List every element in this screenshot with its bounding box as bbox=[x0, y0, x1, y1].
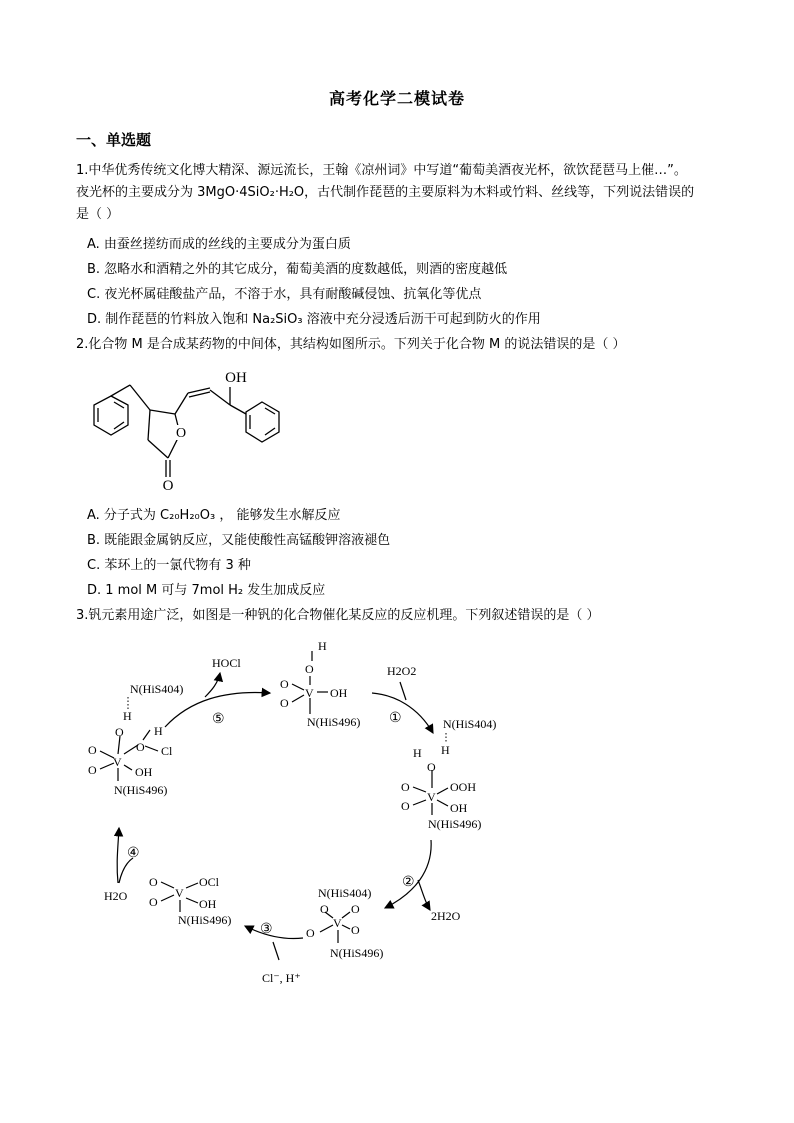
atom-o: O bbox=[280, 677, 289, 691]
h2o2-label: H2O2 bbox=[387, 664, 417, 678]
question-1-line-3: 是（ ） bbox=[76, 207, 120, 222]
carbonyl-oxygen-label: O bbox=[162, 478, 174, 494]
q1-option-b: B. 忽略水和酒精之外的其它成分，葡萄美酒的度数越低，则酒的密度越低 bbox=[87, 262, 508, 277]
hydroxyl-group: OH bbox=[330, 686, 348, 700]
step-3-label: ③ bbox=[260, 922, 273, 937]
atom-o: O bbox=[149, 875, 158, 889]
histidine-496-label: N(HiS496) bbox=[330, 946, 384, 960]
atom-o: O bbox=[115, 725, 124, 739]
chlorine-atom: Cl bbox=[161, 744, 173, 758]
step-1-label: ① bbox=[389, 711, 402, 726]
atom-o: O bbox=[88, 743, 97, 757]
arrow-step-5 bbox=[165, 692, 270, 727]
compound-m-structure bbox=[70, 362, 310, 497]
atom-o: O bbox=[401, 799, 410, 813]
hydroxyl-group: OH bbox=[135, 765, 153, 779]
atom-o: O bbox=[149, 895, 158, 909]
question-3-stem: 3.钒元素用途广泛，如图是一种钒的化合物催化某反应的反应机理。下列叙述错误的是（ ） bbox=[76, 608, 600, 623]
histidine-496-label: N(HiS496) bbox=[307, 715, 361, 729]
q1-option-c: C. 夜光杯属硅酸盐产品，不溶于水，具有耐酸碱侵蚀、抗氧化等优点 bbox=[87, 287, 482, 302]
ring-oxygen-label: O bbox=[175, 426, 187, 441]
vanadium-atom: V bbox=[333, 916, 342, 930]
q2-option-a: A. 分子式为 C₂₀H₂₀O₃ ， 能够发生水解反应 bbox=[87, 508, 341, 523]
peroxo-group: OOH bbox=[450, 780, 476, 794]
arrow-hocl-out bbox=[205, 673, 220, 697]
atom-o: O bbox=[351, 923, 360, 937]
two-h2o-label: 2H2O bbox=[431, 909, 461, 923]
arrow-step-2 bbox=[385, 840, 431, 908]
arrow-step-4 bbox=[117, 828, 119, 883]
atom-h: H bbox=[123, 709, 132, 723]
atom-o: O bbox=[280, 696, 289, 710]
atom-o: O bbox=[401, 780, 410, 794]
q2-option-d: D. 1 mol M 可与 7mol H₂ 发生加成反应 bbox=[87, 583, 326, 598]
atom-o: O bbox=[351, 902, 360, 916]
atom-h: H bbox=[413, 746, 422, 760]
q1-option-a: A. 由蚕丝搓纺而成的丝线的主要成分为蛋白质 bbox=[87, 237, 351, 252]
atom-o: O bbox=[427, 760, 436, 774]
hydroxyl-label: OH bbox=[225, 370, 247, 386]
histidine-496-label: N(HiS496) bbox=[428, 817, 482, 831]
right-benzene-ring bbox=[246, 402, 279, 442]
histidine-496-label: N(HiS496) bbox=[178, 913, 232, 927]
q2-option-b: B. 既能跟金属钠反应，又能使酸性高锰酸钾溶液褪色 bbox=[87, 533, 391, 548]
vanadium-atom: V bbox=[175, 886, 184, 900]
vanadium-atom: V bbox=[113, 755, 122, 769]
left-benzene-ring bbox=[94, 396, 128, 435]
arrow-2h2o-out bbox=[418, 880, 430, 910]
vanadium-atom: V bbox=[305, 686, 314, 700]
step-4-label: ④ bbox=[127, 846, 140, 861]
histidine-404-label: N(HiS404) bbox=[318, 886, 372, 900]
atom-o: O bbox=[305, 662, 314, 676]
hydroxyl-group: OH bbox=[450, 801, 468, 815]
question-2-stem: 2.化合物 M 是合成某药物的中间体，其结构如图所示。下列关于化合物 M 的说法错误的是（ ） bbox=[76, 337, 626, 352]
atom-h: H bbox=[154, 724, 163, 738]
vanadium-atom: V bbox=[427, 790, 436, 804]
hocl-label: HOCl bbox=[212, 656, 241, 670]
hydroxyl-group: OH bbox=[199, 897, 217, 911]
arrow-step-1 bbox=[372, 693, 433, 733]
atom-h: H bbox=[318, 639, 327, 653]
atom-h: H bbox=[441, 743, 450, 757]
page-title: 高考化学二模试卷 bbox=[328, 89, 465, 108]
atom-o: O bbox=[320, 902, 329, 916]
atom-o: O bbox=[306, 926, 315, 940]
h2o-label: H2O bbox=[104, 889, 128, 903]
cl-h-label: Cl⁻, H⁺ bbox=[262, 971, 301, 985]
step-5-label: ⑤ bbox=[212, 712, 225, 727]
section-heading: 一、单选题 bbox=[76, 131, 152, 149]
question-1-line-2: 夜光杯的主要成分为 3MgO·4SiO₂·H₂O，古代制作琵琶的主要原料为木料或竹料、丝线等，下列说法错误的 bbox=[76, 185, 695, 200]
question-1-line-1: 1.中华优秀传统文化博大精深、源远流长，王翰《凉州词》中写道“葡萄美酒夜光杯，欲饮琵琶马上催…”。 bbox=[76, 163, 687, 178]
question-1-stem bbox=[76, 160, 726, 226]
atom-o: O bbox=[136, 740, 145, 754]
histidine-404-label: N(HiS404) bbox=[130, 682, 184, 696]
step-2-label: ② bbox=[402, 875, 415, 890]
q1-option-d: D. 制作琵琶的竹料放入饱和 Na₂SiO₃ 溶液中充分浸透后沥干可起到防火的作用 bbox=[87, 312, 541, 327]
hypochlorite-group: OCl bbox=[199, 875, 220, 889]
q2-option-c: C. 苯环上的一氯代物有 3 种 bbox=[87, 558, 251, 573]
arrow-step-3 bbox=[245, 926, 303, 939]
histidine-404-label: N(HiS404) bbox=[443, 717, 497, 731]
histidine-496-label: N(HiS496) bbox=[114, 783, 168, 797]
atom-o: O bbox=[88, 763, 97, 777]
